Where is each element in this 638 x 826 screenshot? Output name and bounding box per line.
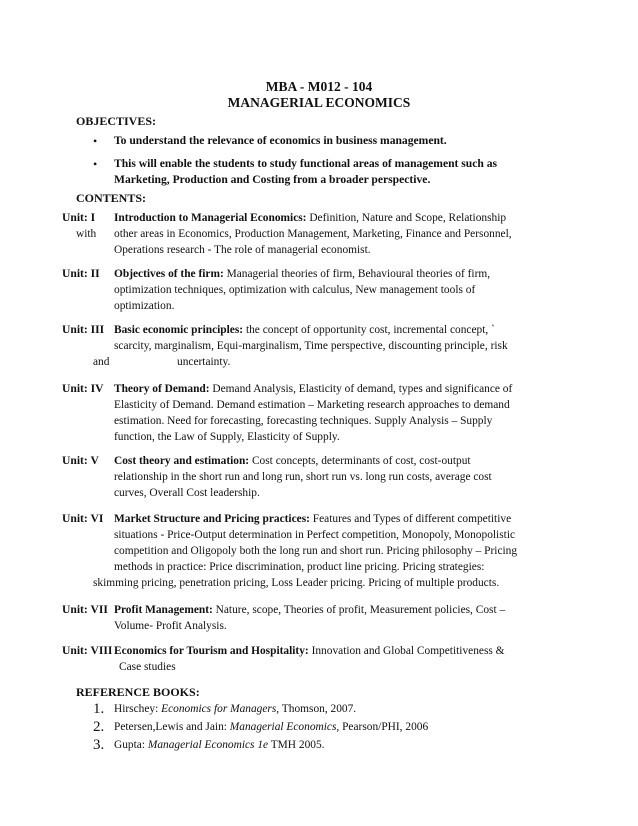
references-heading: REFERENCE BOOKS: <box>76 685 200 699</box>
unit-body <box>114 210 564 258</box>
objective-item: To understand the relevance of economics in business management. <box>114 134 447 147</box>
contents-heading: CONTENTS: <box>76 191 147 205</box>
reference-item: Gupta: Managerial Economics 1e TMH 2005. <box>114 739 325 751</box>
unit-label: Unit: III <box>62 323 105 336</box>
unit-title: Market Structure and Pricing practices: <box>114 513 310 525</box>
unit-line: optimization techniques, optimization with calculus, New management tools of <box>114 284 476 296</box>
objective-item: Marketing, Production and Costing from a broader perspective. <box>114 173 431 186</box>
unit-tail-and: and <box>93 356 110 368</box>
course-title: MANAGERIAL ECONOMICS <box>227 95 411 110</box>
book-title: Economics for Managers, <box>161 703 280 715</box>
unit-line-1: Basic economic principles: the concept of opportunity cost, incremental concept, ` <box>114 324 495 336</box>
unit-title: Theory of Demand: <box>114 383 210 395</box>
unit-line: Elasticity of Demand. Demand estimation – Marketing research approaches to demand <box>114 399 510 411</box>
reference-number: 3. <box>93 737 105 753</box>
objective-item: This will enable the students to study functional areas of management such as <box>114 157 498 170</box>
book-title: Managerial Economics, <box>229 721 340 733</box>
unit-label: Unit: V <box>62 454 99 467</box>
unit-line: Operations research - The role of managerial economist. <box>114 244 371 256</box>
unit-line: Case studies <box>119 661 176 673</box>
unit-title: Objectives of the firm: <box>114 268 224 280</box>
unit-title: Basic economic principles: <box>114 324 244 336</box>
unit-line-1: Profit Management: Nature, scope, Theories of profit, Measurement policies, Cost – <box>114 604 506 616</box>
unit-body <box>114 643 564 675</box>
unit-title: Cost theory and estimation: <box>114 455 250 467</box>
unit-tail-word: uncertainty. <box>177 356 231 368</box>
unit-line: Volume- Profit Analysis. <box>114 620 227 632</box>
bullet-icon: • <box>93 157 98 171</box>
unit-body <box>114 602 564 634</box>
unit-line: function, the Law of Supply, Elasticity of Supply. <box>114 431 340 443</box>
reference-item: Petersen,Lewis and Jain: Managerial Economics, Pearson/PHI, 2006 <box>114 721 429 733</box>
unit-label: Unit: VIII <box>62 644 113 657</box>
book-title: Managerial Economics 1e <box>147 739 269 751</box>
unit-label: Unit: IV <box>62 382 104 395</box>
unit-body <box>114 453 564 501</box>
unit-label: Unit: II <box>62 267 100 280</box>
unit-body <box>114 511 564 575</box>
unit-line-1: Introduction to Managerial Economics: Definition, Nature and Scope, Relationship <box>114 212 507 224</box>
bullet-icon: • <box>93 134 98 148</box>
unit-body <box>114 322 564 354</box>
unit-line: scarcity, marginalism, Equi-marginalism, Time perspective, discounting principle, risk <box>114 340 508 352</box>
unit-line-1: Economics for Tourism and Hospitality: Innovation and Global Competitiveness & <box>114 645 505 657</box>
unit-line: other areas in Economics, Production Management, Marketing, Finance and Personnel, <box>114 228 512 240</box>
unit-label: Unit: VII <box>62 603 108 616</box>
unit-title: Economics for Tourism and Hospitality: <box>114 645 309 657</box>
unit-with: with <box>76 228 97 240</box>
unit-label: Unit: VI <box>62 512 104 525</box>
unit-line: situations - Price-Output determination in Perfect competition, Monopoly, Monopolistic <box>114 529 516 541</box>
unit-label: Unit: I <box>62 211 96 224</box>
unit-body <box>114 266 564 314</box>
unit-line: estimation. Need for forecasting, forecasting techniques. Supply Analysis – Supply <box>114 415 493 427</box>
unit-body <box>114 381 564 445</box>
unit-line-1: Theory of Demand: Demand Analysis, Elasticity of demand, types and significance of <box>114 383 513 395</box>
unit-line: relationship in the short run and long run, short run vs. long run costs, average cost <box>114 471 492 483</box>
unit-line: optimization. <box>114 300 175 312</box>
unit-line-1: Objectives of the firm: Managerial theories of firm, Behavioural theories of firm, <box>114 268 491 280</box>
objectives-heading: OBJECTIVES: <box>76 114 157 128</box>
unit-title: Introduction to Managerial Economics: <box>114 212 307 224</box>
unit-line: methods in practice: Price discrimination, product line pricing. Pricing strategies: <box>114 561 485 573</box>
reference-item: Hirschey: Economics for Managers, Thomson, 2007. <box>114 703 357 715</box>
unit-line-1: Cost theory and estimation: Cost concepts, determinants of cost, cost-output <box>114 455 471 467</box>
unit-line: curves, Overall Cost leadership. <box>114 487 260 499</box>
reference-number: 1. <box>93 701 105 717</box>
unit-title: Profit Management: <box>114 604 213 616</box>
unit-line-1: Market Structure and Pricing practices: Features and Types of different competitive <box>114 513 512 525</box>
unit-tail: skimming pricing, penetration pricing, Loss Leader pricing. Pricing of multiple products. <box>93 577 500 589</box>
course-code: MBA - M012 - 104 <box>265 79 373 94</box>
reference-number: 2. <box>93 719 105 735</box>
unit-line: competition and Oligopoly both the long run and short run. Pricing philosophy – Pricing <box>114 545 518 557</box>
